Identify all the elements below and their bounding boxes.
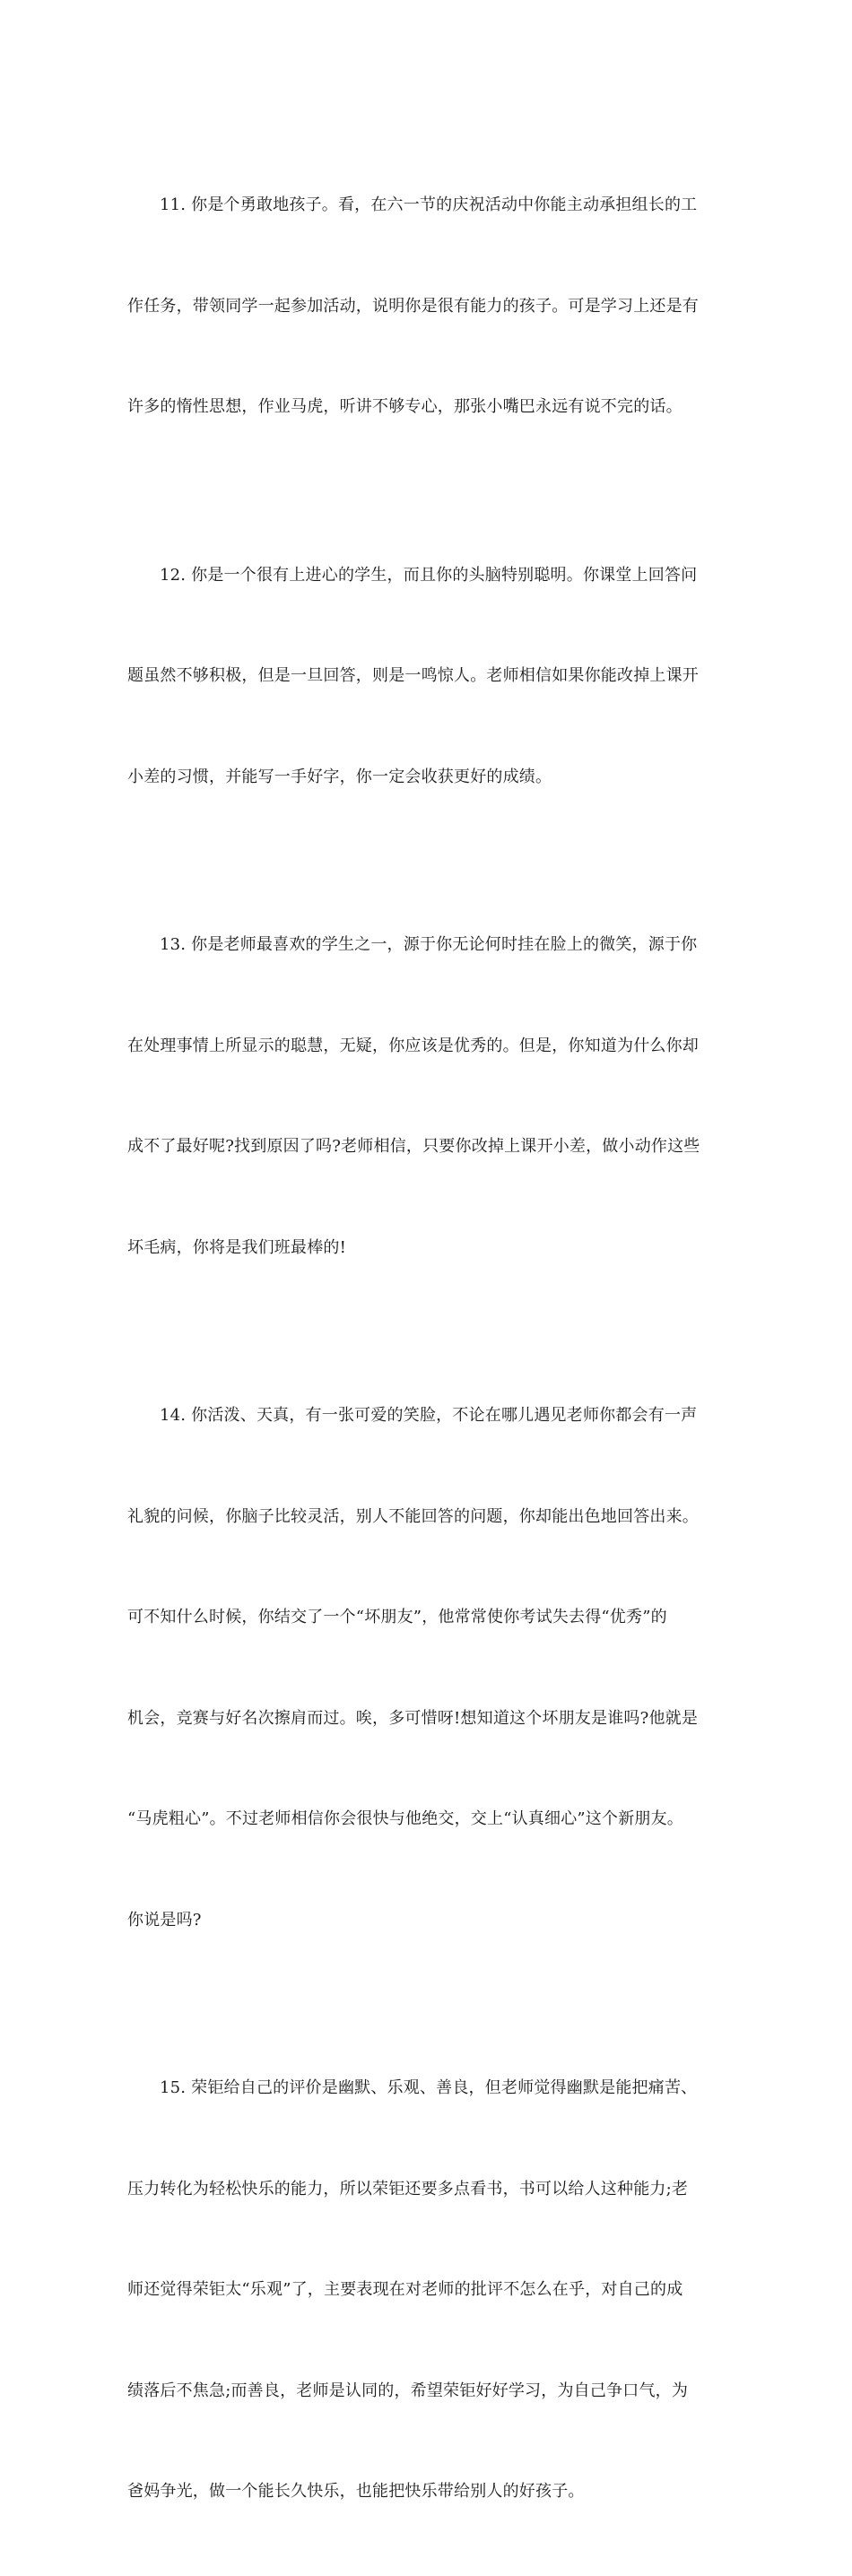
- paragraph-line: 13. 你是老师最喜欢的学生之一，源于你无论何时挂在脸上的微笑，源于你: [160, 935, 698, 954]
- paragraph-line: 成不了最好呢?找到原因了吗?老师相信，只要你改掉上课开小差，做小动作这些: [127, 1137, 700, 1156]
- paragraph-line: 爸妈争光，做一个能长久快乐，也能把快乐带给别人的好孩子。: [127, 2482, 585, 2501]
- paragraph-line: 作任务，带领同学一起参加活动，说明你是很有能力的孩子。可是学习上还是有: [127, 296, 699, 316]
- paragraph-line: 在处理事情上所显示的聪慧，无疑，你应该是优秀的。但是，你知道为什么你却: [127, 1036, 699, 1055]
- paragraph-line: 11. 你是个勇敢地孩子。看，在六一节的庆祝活动中你能主动承担组长的工: [160, 195, 698, 214]
- document-body: [127, 121, 746, 2576]
- paragraph-line: 压力转化为轻松快乐的能力，所以荣钜还要多点看书，书可以给人这种能力;老: [127, 2179, 689, 2199]
- paragraph-line: 15. 荣钜给自己的评价是幽默、乐观、善良，但老师觉得幽默是能把痛苦、: [160, 2078, 698, 2097]
- paragraph-line: 你说是吗?: [127, 1910, 202, 1930]
- paragraph-line: 机会，竞赛与好名次擦肩而过。唉，多可惜呀!想知道这个坏朋友是谁吗?他就是: [127, 1708, 699, 1728]
- paragraph-12: [127, 491, 746, 862]
- paragraph-line: 师还觉得荣钜太“乐观”了，主要表现在对老师的批评不怎么在乎，对自己的成: [127, 2280, 683, 2299]
- paragraph-line: 礼貌的问候，你脑子比较灵活，别人不能回答的问题，你却能出色地回答出来。: [127, 1506, 699, 1526]
- paragraph-14: [127, 1331, 746, 2004]
- paragraph-line: 坏毛病，你将是我们班最棒的!: [127, 1237, 347, 1257]
- paragraph-line: 可不知什么时候，你结交了一个“坏朋友”，他常常使你考试失去得“优秀”的: [127, 1608, 667, 1626]
- paragraph-11: [127, 121, 746, 491]
- paragraph-13: [127, 861, 746, 1331]
- paragraph-line: 许多的惰性思想，作业马虎，听讲不够专心，那张小嘴巴永远有说不完的话。: [127, 397, 682, 416]
- paragraph-line: 14. 你活泼、天真，有一张可爱的笑脸，不论在哪儿遇见老师你都会有一声: [160, 1406, 698, 1425]
- paragraph-line: 题虽然不够积极，但是一旦回答，则是一鸣惊人。老师相信如果你能改掉上课开: [127, 666, 699, 685]
- paragraph-15: [127, 2004, 746, 2576]
- paragraph-line: “马虎粗心”。不过老师相信你会很快与他绝交，交上“认真细心”这个新朋友。: [127, 1809, 684, 1828]
- paragraph-line: 绩落后不焦急;而善良，老师是认同的，希望荣钜好好学习，为自己争口气，为: [127, 2381, 689, 2400]
- paragraph-line: 小差的习惯，并能写一手好字，你一定会收获更好的成绩。: [127, 767, 552, 786]
- paragraph-line: 12. 你是一个很有上进心的学生，而且你的头脑特别聪明。你课堂上回答问: [160, 565, 698, 585]
